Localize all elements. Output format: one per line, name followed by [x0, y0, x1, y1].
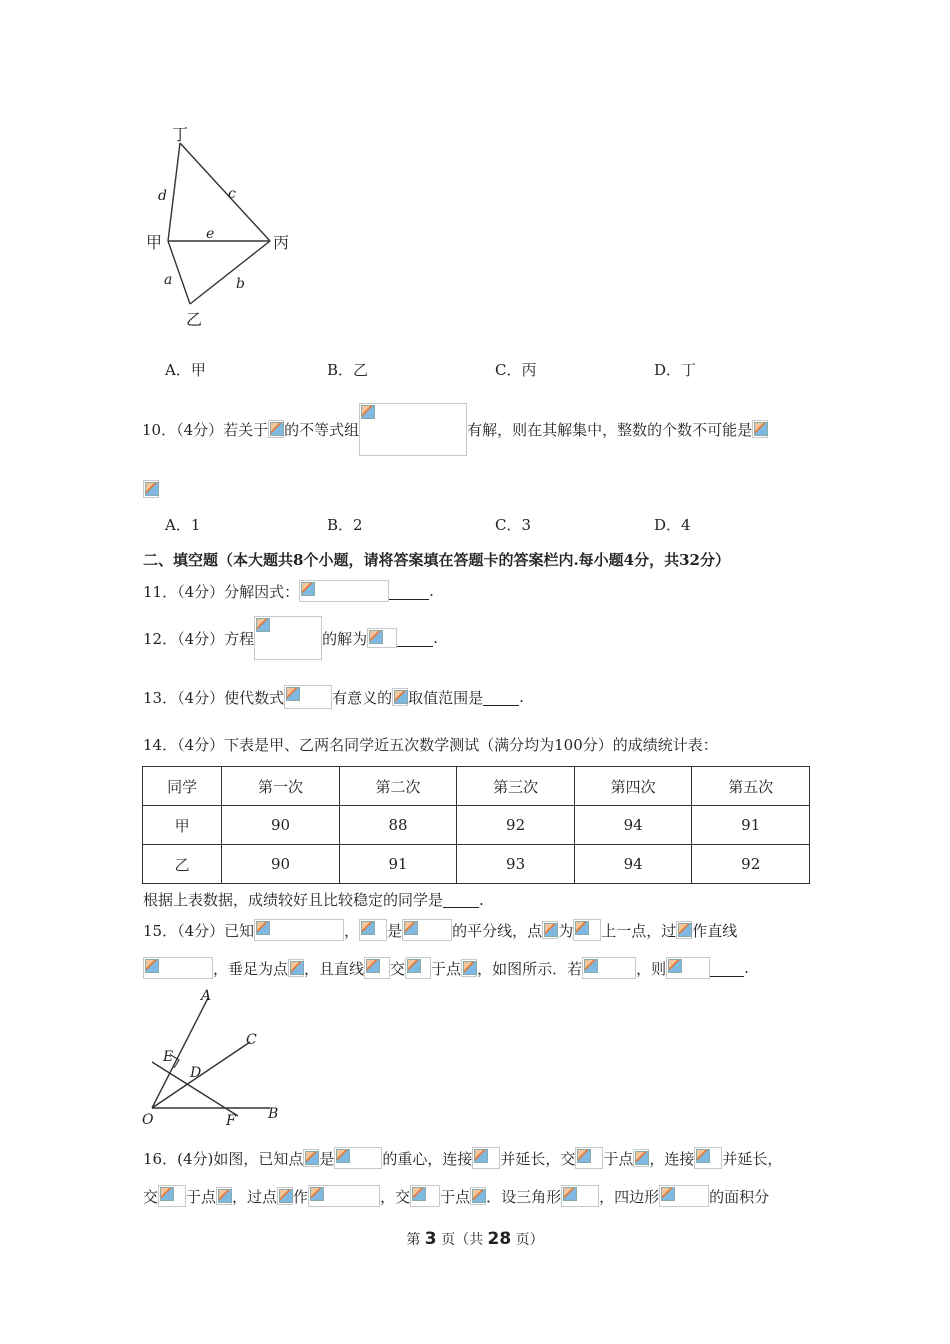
table-cell: 91: [339, 845, 457, 884]
broken-image-icon: [359, 919, 387, 941]
page-number: 3: [424, 1229, 437, 1249]
table-cell: 90: [222, 806, 340, 845]
figure-quadrilateral: [140, 118, 310, 333]
question-16-line-1: [143, 1147, 782, 1169]
q16-text: 16．(4分)如图，已知点: [143, 1149, 304, 1168]
answer-blank: [710, 960, 744, 977]
q16-text: 于点: [603, 1149, 634, 1168]
broken-image-icon: [575, 1147, 603, 1169]
broken-image-icon: [573, 919, 601, 941]
broken-image-icon: [364, 957, 390, 979]
table-cell: 93: [457, 845, 575, 884]
q13-text-b: 有意义的: [332, 688, 393, 707]
edge-a-label: a: [164, 272, 173, 288]
q16-text: 并延长，: [722, 1149, 783, 1168]
table-header-cell: 第四次: [574, 767, 692, 806]
question-11: [143, 580, 434, 602]
table-cell: 甲: [143, 806, 222, 845]
q15-text: ，垂足为点: [213, 959, 289, 978]
edge-b-label: b: [236, 276, 245, 292]
q16-text: 于点: [440, 1187, 471, 1206]
broken-image-icon: [277, 1187, 293, 1205]
table-cell: 90: [222, 845, 340, 884]
q16-text: ．设三角形: [486, 1187, 562, 1206]
broken-image-icon: [752, 420, 768, 438]
answer-blank: [397, 630, 433, 647]
footer-text: 页）: [515, 1232, 544, 1248]
point-b-label: B: [268, 1106, 279, 1122]
broken-image-icon: [254, 919, 344, 941]
broken-image-icon: [216, 1187, 232, 1205]
broken-image-icon: [268, 420, 284, 438]
question-15-line-2: [143, 957, 749, 979]
broken-image-icon: [659, 1185, 709, 1207]
q15-text: 是: [387, 921, 403, 940]
vertex-right-label: 丙: [273, 233, 290, 252]
q16-text: 的重心，连接: [382, 1149, 473, 1168]
footer-text: 第: [406, 1232, 421, 1248]
q15-text: 为: [558, 921, 574, 940]
q16-text: ，过点: [232, 1187, 278, 1206]
score-table: [142, 766, 810, 884]
broken-image-icon: [303, 1149, 319, 1167]
section-2-title: 二、填空题（本大题共8个小题，请将答案填在答题卡的答案栏内.每小题4分，共32分）: [143, 551, 730, 569]
broken-image-icon: [284, 685, 332, 709]
q15-text: 交: [390, 959, 406, 978]
broken-image-icon: [143, 957, 213, 979]
broken-image-icon: [676, 921, 692, 939]
table-header-row: [143, 767, 810, 806]
answer-blank: [443, 891, 479, 908]
q10-option-d: D．4: [654, 516, 691, 534]
q15-text: ，如图所示．若: [477, 959, 583, 978]
q15-text: 于点: [431, 959, 462, 978]
q15-text: ，: [344, 921, 360, 940]
answer-blank: [483, 689, 519, 706]
q14-after: [143, 889, 484, 910]
table-cell: 92: [457, 806, 575, 845]
question-13: [143, 685, 524, 709]
table-cell: 94: [574, 806, 692, 845]
edge-c-label: c: [228, 186, 236, 202]
question-10: [142, 402, 768, 456]
q11-end: .: [429, 582, 434, 600]
broken-image-icon: [561, 1185, 599, 1207]
broken-image-icon: [288, 959, 304, 977]
q11-text: 11．（4分）分解因式：: [143, 582, 300, 601]
edge-d-label: d: [158, 188, 167, 204]
q10-option-b: B．2: [327, 516, 363, 534]
q14-intro: 14．（4分）下表是甲、乙两名同学近五次数学测试（满分均为100分）的成绩统计表：: [143, 736, 718, 754]
q16-text: 是: [319, 1149, 335, 1168]
broken-image-icon: [143, 480, 159, 498]
q15-text: ，则: [636, 959, 667, 978]
q9-option-d: D．丁: [654, 361, 697, 379]
table-header-cell: 第二次: [339, 767, 457, 806]
point-e-label: E: [163, 1049, 174, 1065]
broken-image-icon: [472, 1147, 500, 1169]
q9-option-c: C．丙: [495, 361, 537, 379]
table-cell: 94: [574, 845, 692, 884]
table-row: [143, 806, 810, 845]
table-header-cell: 第三次: [457, 767, 575, 806]
q16-text: 交: [143, 1187, 159, 1206]
table-header-cell: 第一次: [222, 767, 340, 806]
q13-text-c: 取值范围是: [408, 688, 484, 707]
page-footer: [0, 1229, 950, 1249]
question-12: [143, 616, 438, 660]
broken-image-icon: [666, 957, 710, 979]
broken-image-icon: [367, 628, 397, 648]
point-d-label: D: [190, 1065, 202, 1081]
edge-e-label: e: [206, 226, 215, 242]
q13-end: .: [519, 688, 524, 706]
q15-text: 的平分线，点: [452, 921, 543, 940]
vertex-left-label: 甲: [146, 233, 163, 252]
point-a-label: A: [201, 988, 212, 1004]
broken-image-icon: [633, 1149, 649, 1167]
table-row: [143, 845, 810, 884]
q12-text-a: 12．（4分）方程: [143, 629, 255, 648]
broken-image-icon: [392, 688, 408, 706]
broken-image-icon: [410, 1185, 440, 1207]
q10-text-b: 的不等式组: [284, 420, 360, 439]
table-header-cell: 第五次: [692, 767, 810, 806]
figure-angle-bisector: [138, 984, 288, 1130]
broken-image-icon: [405, 957, 431, 979]
broken-image-icon: [402, 919, 452, 941]
q10-option-c: C．3: [495, 516, 532, 534]
question-15-line-1: [143, 919, 737, 941]
broken-image-icon: [542, 921, 558, 939]
table-cell: 92: [692, 845, 810, 884]
broken-image-icon: [299, 580, 389, 602]
q16-text: 的面积分: [709, 1187, 770, 1206]
vertex-top-label: 丁: [172, 125, 189, 144]
q13-text-a: 13．（4分）使代数式: [143, 688, 285, 707]
broken-image-icon: [254, 616, 322, 660]
broken-image-icon: [694, 1147, 722, 1169]
broken-image-icon: [334, 1147, 382, 1169]
q15-text: 作直线: [692, 921, 738, 940]
q14-after-text: 根据上表数据，成绩较好且比较稳定的同学是: [143, 891, 444, 909]
total-pages: 28: [487, 1229, 512, 1249]
point-o-label: O: [142, 1112, 154, 1128]
table-cell: 乙: [143, 845, 222, 884]
q16-text: 并延长，交: [500, 1149, 576, 1168]
point-f-label: F: [226, 1113, 236, 1129]
q15-end: .: [744, 959, 749, 977]
q9-option-a: A．甲: [165, 361, 206, 379]
footer-text: 页（共: [441, 1232, 484, 1248]
q15-text: ，且直线: [304, 959, 365, 978]
answer-blank: [389, 583, 429, 600]
point-c-label: C: [246, 1032, 257, 1048]
question-16-line-2: [143, 1185, 769, 1207]
q9-option-b: B．乙: [327, 361, 369, 379]
q16-text: ，连接: [649, 1149, 695, 1168]
q15-text: 上一点，过: [601, 921, 677, 940]
q15-text: 15．（4分）已知: [143, 921, 255, 940]
q16-text: 于点: [186, 1187, 217, 1206]
q10-option-a: A．1: [165, 516, 201, 534]
broken-image-icon: [470, 1187, 486, 1205]
table-header-cell: 同学: [143, 767, 222, 806]
q16-text: ，四边形: [599, 1187, 660, 1206]
q10-text-c: 有解，则在其解集中，整数的个数不可能是: [467, 420, 753, 439]
q10-text-a: 10．（4分）若关于: [142, 420, 269, 439]
broken-image-icon: [461, 959, 477, 977]
table-cell: 91: [692, 806, 810, 845]
q16-text: ，交: [380, 1187, 411, 1206]
broken-image-icon: [308, 1185, 380, 1207]
q12-text-b: 的解为: [322, 629, 368, 648]
q12-end: .: [433, 629, 438, 647]
q14-end: .: [479, 890, 484, 909]
broken-image-icon: [582, 957, 636, 979]
broken-image-icon: [359, 403, 467, 456]
broken-image-icon: [158, 1185, 186, 1207]
q16-text: 作: [293, 1187, 309, 1206]
vertex-bottom-label: 乙: [186, 310, 203, 329]
table-cell: 88: [339, 806, 457, 845]
